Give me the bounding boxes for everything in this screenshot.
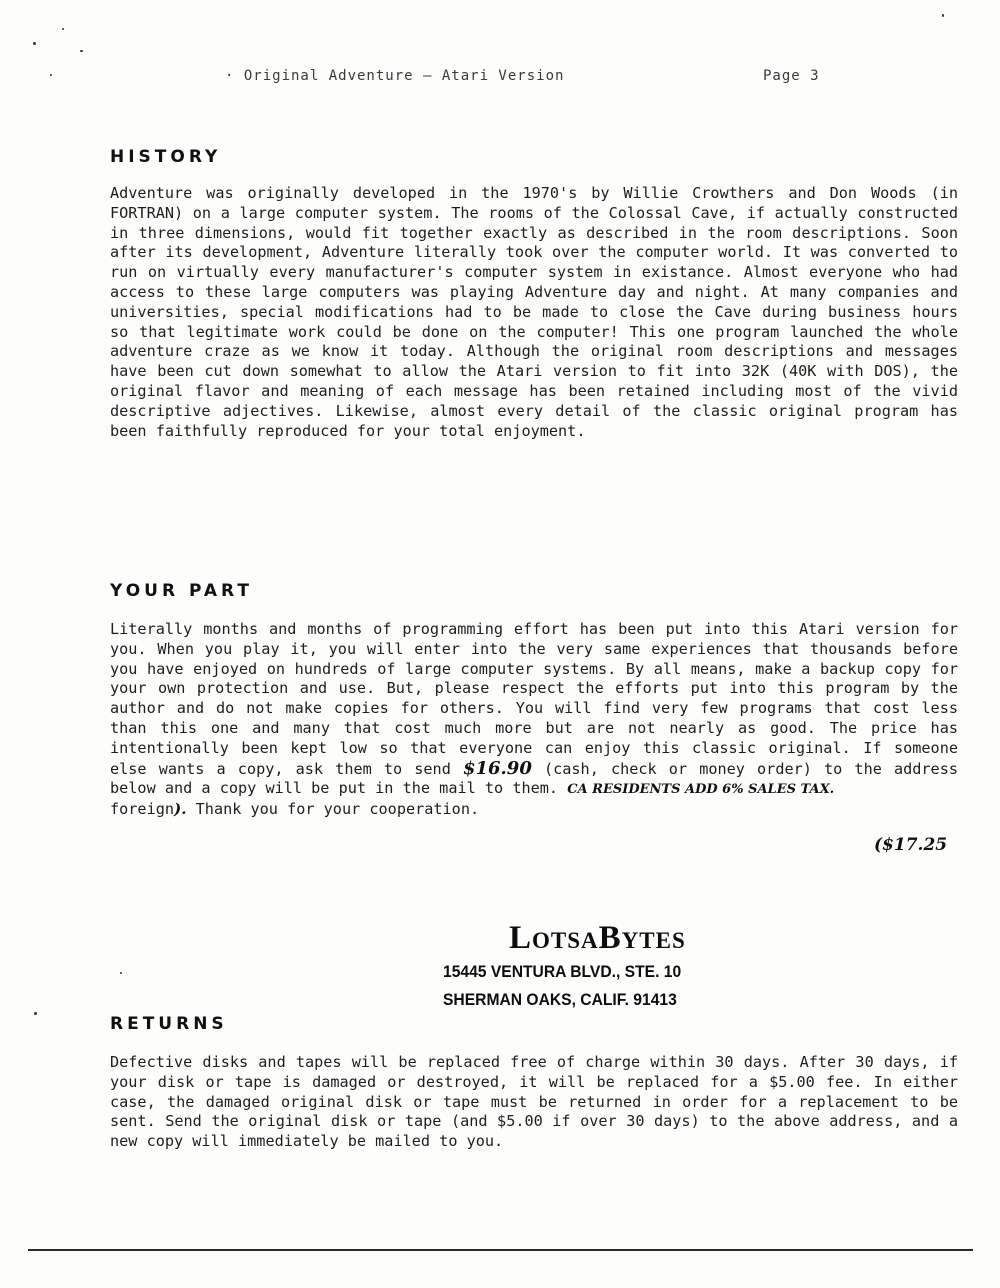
scan-speck (50, 74, 52, 76)
foreign-word: foreign (110, 800, 175, 819)
your-part-text-middle: (cash, check or money order) to the address below and a copy will be put in the mail to them. (110, 759, 958, 798)
scan-speck (34, 1012, 37, 1015)
your-part-text-start: Literally months and months of programming effort has been put into this Atari version for you. When you play it, you will enter into the very same experiences that thousands before you have enjoyed on hundreds of large computer systems. By all means, make a backup copy for your own protection and use. But, please respect the efforts put into this program by the author and do not make copies for others. You will find very few programs that cost less than this one and many that cost much more but are not nearly as good. The price has intentionally been kept low so that everyone can enjoy this classic original. If someone else wants a copy, ask them to send (110, 620, 958, 778)
company-logo-name (509, 920, 686, 957)
scan-speck (80, 50, 83, 52)
document-header-title: · Original Adventure – Atari Version (225, 68, 565, 84)
scan-speck (62, 28, 64, 30)
scan-speck (33, 42, 36, 45)
history-heading: HISTORY (110, 147, 222, 167)
handwritten-price: $16.90 (462, 757, 532, 779)
handwritten-foreign-price: ($17.25 (874, 835, 948, 855)
page-number: Page 3 (763, 68, 820, 84)
address-line-1: 15445 VENTURA BLVD., STE. 10 (443, 962, 682, 981)
history-paragraph: Adventure was originally developed in the 1970's by Willie Crowthers and Don Woods (in FORTRAN) on a large computer system. The rooms of the Colossal Cave, if actually constructed in three dimensions, would fit together exactly as described in the room descriptions. Soon after its development, Adventure literally took over the computer world. It was converted to run on virtually every manufacturer's computer system in existance. Almost everyone who had access to these large computers was playing Adventure day and night. At many companies and universities, special modifications had to be made to close the Cave during business hours so that legitimate work could be done on the computer! This one program launched the whole adventure craze as we know it today. Although the original room descriptions and messages have been cut down somewhat to allow the Atari version to fit into 32K (40K with DOS), the original flavor and meaning of each message has been retained including most of the vivid descriptive adjectives. Likewise, almost every detail of the classic original program has been faithfully reproduced for your total enjoyment. (110, 184, 958, 440)
handwritten-tax-note: CA RESIDENTS ADD 6% SALES TAX. (567, 782, 835, 798)
bottom-rule (28, 1249, 973, 1251)
scan-speck (120, 972, 122, 974)
company-name: LotsaBytes (509, 920, 686, 956)
returns-paragraph: Defective disks and tapes will be replaced free of charge within 30 days. After 30 days, if your disk or tape is damaged or destroyed, it will be replaced for a $5.00 fee. In either case, the damaged original disk or tape must be returned in order for a replacement to be sent. Send the original disk or tape (and $5.00 if over 30 days) to the above address, and a new copy will immediately be mailed to you. (110, 1053, 958, 1151)
handwritten-close-paren: ). (174, 800, 187, 819)
your-part-text-end: Thank you for your cooperation. (195, 800, 480, 819)
scan-speck (942, 14, 944, 17)
your-part-heading: YOUR PART (110, 581, 253, 601)
address-line-2: SHERMAN OAKS, CALIF. 91413 (443, 990, 677, 1009)
your-part-paragraph (110, 620, 958, 820)
returns-heading: RETURNS (110, 1014, 228, 1034)
